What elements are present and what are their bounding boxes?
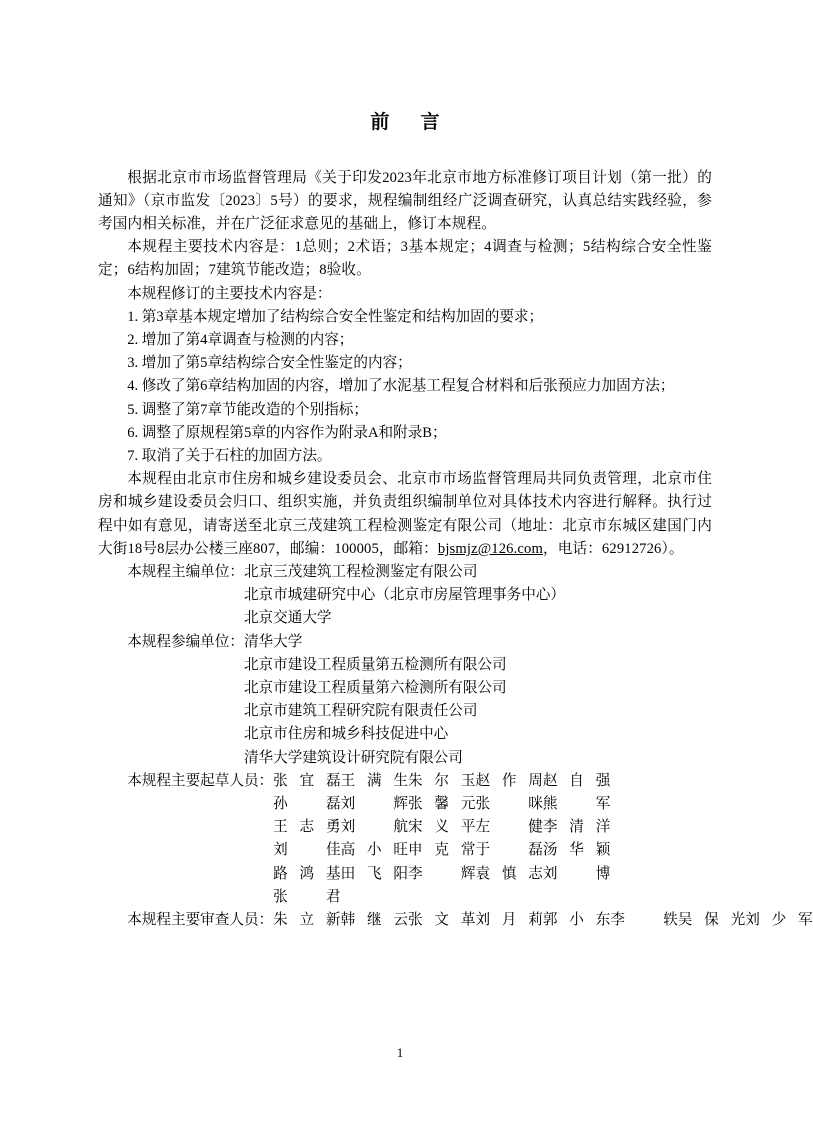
- page-content: [98, 110, 813, 932]
- person-name: 李 清 洋: [542, 819, 611, 836]
- person-name: 王 志 勇: [273, 819, 341, 836]
- paragraph-basis: 根据北京市市场监督管理局《关于印发2023年北京市地方标准修订项目计划（第一批）的通知》（京市监发〔2023〕5号）的要求，规程编制组经广泛调查研究，认真总结实践经验，参考国内相关标准，并在广泛征求意见的基础上，修订本规程。: [98, 169, 712, 232]
- revision-item: 2. 增加了第4章调查与检测的内容；: [127, 332, 354, 349]
- paragraph-revision-lead: 本规程修订的主要技术内容是：: [127, 285, 332, 302]
- person-name: 宋 义 平: [408, 819, 476, 836]
- person-name: 吴 保 光: [677, 912, 746, 929]
- person-name: 刘 少 军: [745, 912, 813, 929]
- paragraph-administration-contact: [98, 468, 712, 561]
- paragraph-technical-contents: 本规程主要技术内容是：1总则；2术语；3基本规定；4调查与检测；5结构综合安全性鉴定；6结构加固；7建筑节能改造；8验收。: [98, 239, 712, 279]
- revision-item: 6. 调整了原规程第5章的内容作为附录A和附录B；: [127, 424, 447, 441]
- unit-name: 北京市建筑工程研究院有限责任公司: [243, 703, 478, 720]
- person-name: 郭 小 东: [542, 912, 611, 929]
- person-name: 赵 自 强: [542, 772, 611, 789]
- main-drafters-rows: [273, 770, 712, 909]
- person-name: 路 鸿 基: [273, 865, 341, 882]
- person-name: 刘 博: [542, 865, 611, 882]
- participating-units-values: [244, 631, 712, 770]
- name-row: [273, 816, 712, 839]
- name-row: [273, 770, 712, 793]
- person-name: 张 咪: [475, 796, 543, 813]
- chief-editor-units-values: [244, 561, 712, 631]
- revision-item: 3. 增加了第5章结构综合安全性鉴定的内容；: [127, 355, 412, 372]
- revision-item-list: [98, 306, 712, 468]
- person-name: 张 文 革: [408, 912, 476, 929]
- person-name: 赵 作 周: [475, 772, 543, 789]
- revision-item: 1. 第3章基本规定增加了结构综合安全性鉴定和结构加固的要求；: [127, 308, 544, 325]
- person-name: 李 辉: [408, 865, 476, 882]
- main-reviewers-rows: [273, 909, 813, 932]
- person-name: 申 克 常: [408, 842, 476, 859]
- contact-email-link[interactable]: bjsmjz@126.com: [437, 540, 543, 557]
- person-name: 韩 继 云: [340, 912, 408, 929]
- person-name: 张 君: [273, 888, 341, 905]
- person-name: 张 宜 磊: [273, 772, 341, 789]
- unit-name: 清华大学建筑设计研究院有限公司: [243, 749, 463, 766]
- unit-name: 北京三茂建筑工程检测鉴定有限公司: [243, 564, 478, 581]
- name-row: [273, 886, 712, 909]
- person-name: 李 轶: [610, 912, 678, 929]
- unit-name: 北京市建设工程质量第五检测所有限公司: [243, 656, 507, 673]
- participating-units: [98, 631, 712, 770]
- person-name: 朱 尔 玉: [408, 772, 476, 789]
- participating-units-label: 本规程参编单位：: [127, 633, 244, 650]
- main-reviewers-label: 本规程主要审查人员：: [127, 912, 274, 929]
- unit-name: 北京交通大学: [243, 610, 332, 627]
- unit-name: 北京市住房和城乡科技促进中心: [243, 726, 449, 743]
- person-name: 王 满 生: [340, 772, 408, 789]
- main-reviewers: [98, 909, 813, 932]
- revision-item: 4. 修改了第6章结构加固的内容，增加了水泥基工程复合材料和后张预应力加固方法；: [127, 378, 675, 395]
- person-name: 刘 月 莉: [475, 912, 543, 929]
- chief-editor-units: [98, 561, 712, 631]
- person-name: 张 馨 元: [408, 796, 476, 813]
- person-name: 田 飞 阳: [340, 865, 408, 882]
- person-name: 高 小 旺: [340, 842, 408, 859]
- unit-name: 清华大学: [243, 633, 303, 650]
- person-name: 朱 立 新: [273, 912, 341, 929]
- page-number: 1: [396, 1045, 404, 1060]
- person-name: 刘 佳: [273, 842, 341, 859]
- name-row: [273, 863, 712, 886]
- person-name: 汤 华 颖: [542, 842, 611, 859]
- person-name: 孙 磊: [273, 796, 341, 813]
- person-name: 刘 辉: [340, 796, 409, 813]
- revision-item: 7. 取消了关于石柱的加固方法。: [127, 448, 332, 465]
- name-row: [273, 909, 813, 932]
- person-name: 左 健: [475, 819, 543, 836]
- person-name: 于 磊: [475, 842, 543, 859]
- person-name: 刘 航: [340, 819, 409, 836]
- main-drafters: [98, 770, 712, 909]
- contact-text-prefix: 本规程由北京市住房和城乡建设委员会、北京市市场监督管理局共同负责管理，北京市住房和城乡建设委员会归口、组织实施，并负责组织编制单位对具体技术内容进行解释。执行过程中如有意见，请寄送至北京三茂建筑工程检测鉴定有限公司（地址：北京市东城区建国门内大街18号8层办公楼三座807，邮编：100005，邮箱：: [98, 471, 712, 557]
- unit-name: 北京市建设工程质量第六检测所有限公司: [243, 680, 507, 697]
- chief-editor-units-label: 本规程主编单位：: [127, 564, 244, 581]
- revision-item: 5. 调整了第7章节能改造的个别指标；: [127, 401, 368, 418]
- page-title: 前 言: [370, 112, 446, 133]
- person-name: 袁 慎 志: [475, 865, 543, 882]
- contact-text-suffix: ，电话：62912726）。: [542, 540, 684, 557]
- main-drafters-label: 本规程主要起草人员：: [127, 772, 274, 789]
- unit-name: 北京市城建研究中心（北京市房屋管理事务中心）: [243, 587, 566, 604]
- name-row: [273, 793, 712, 816]
- name-row: [273, 839, 712, 862]
- person-name: 熊 军: [542, 796, 611, 813]
